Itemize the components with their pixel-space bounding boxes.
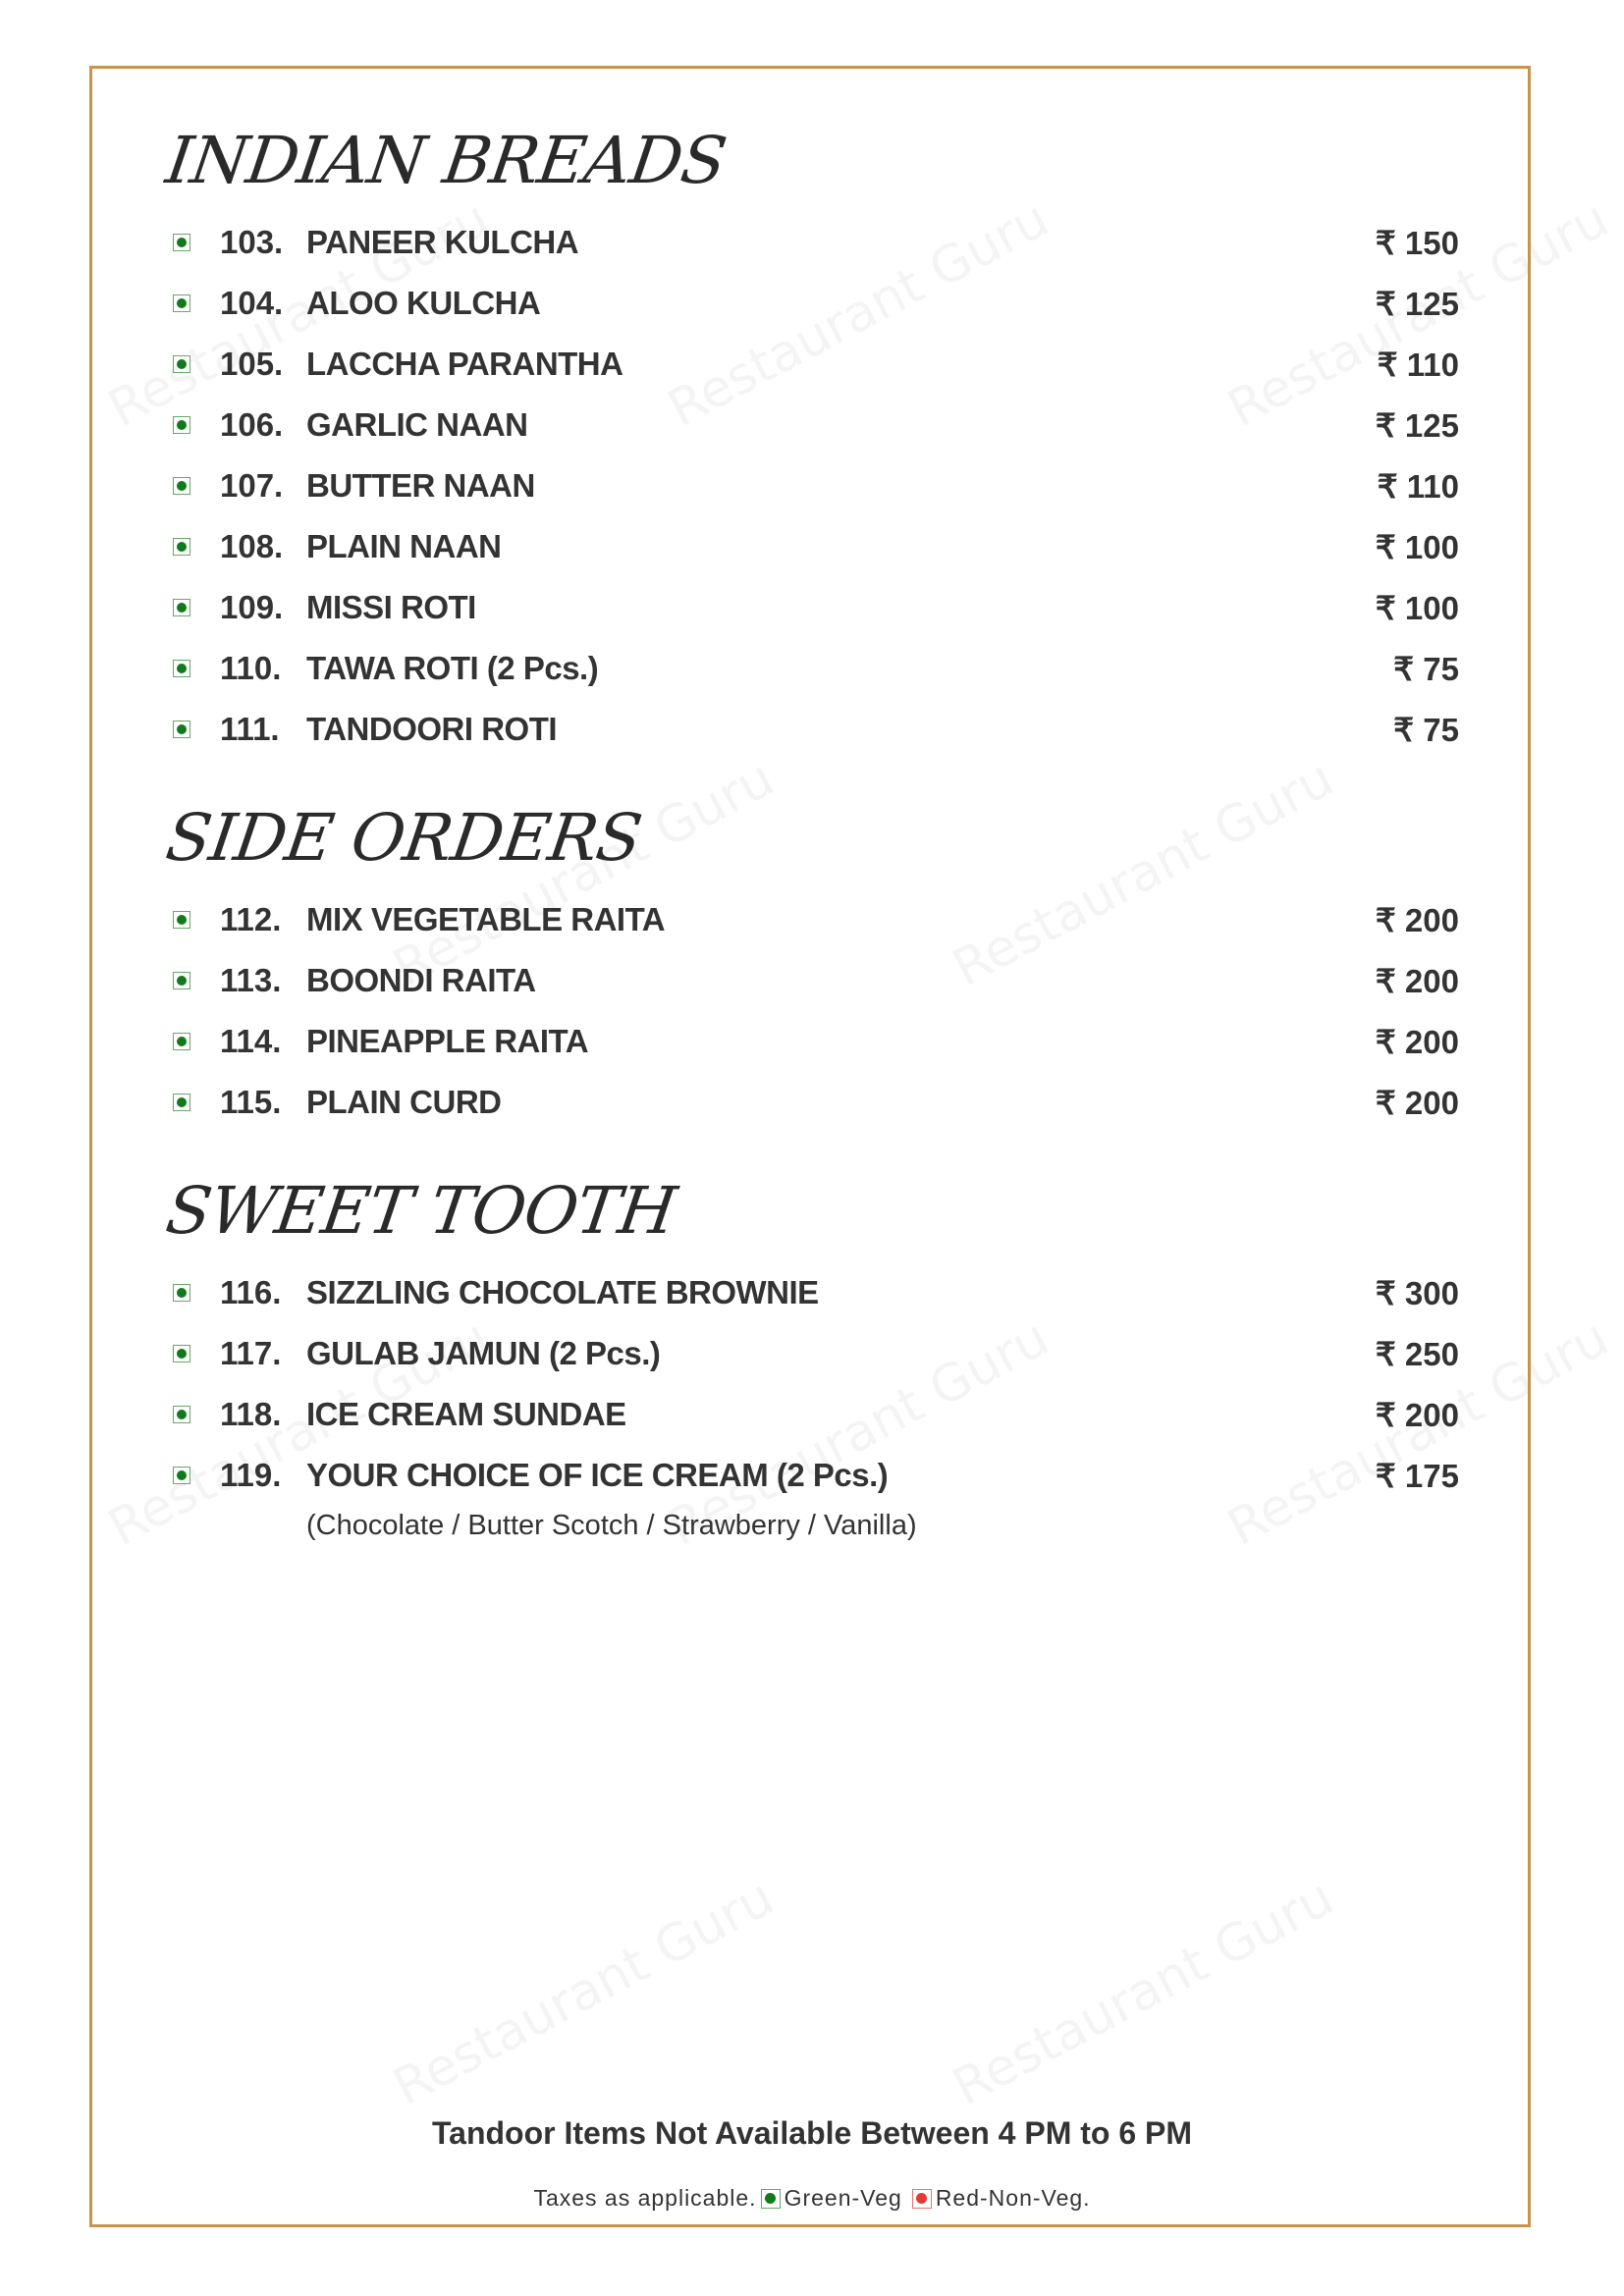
item-number: 115.: [220, 1084, 282, 1120]
item-price: ₹ 75: [1393, 650, 1459, 687]
item-number: 113.: [220, 962, 282, 998]
item-name: GARLIC NAAN: [306, 406, 528, 443]
item-price: ₹ 100: [1375, 589, 1459, 626]
veg-icon: [173, 355, 190, 373]
taxes-text: Taxes as applicable.: [533, 2185, 757, 2211]
item-name: MISSI ROTI: [306, 589, 476, 625]
nonveg-legend-label: Red-Non-Veg.: [935, 2185, 1091, 2211]
item-name: PINEAPPLE RAITA: [306, 1023, 589, 1059]
item-price: ₹ 125: [1375, 406, 1459, 444]
veg-icon: [173, 911, 190, 929]
item-number: 119.: [220, 1457, 282, 1493]
item-price: ₹ 200: [1375, 901, 1459, 938]
item-name: MIX VEGETABLE RAITA: [306, 901, 666, 937]
item-name: TANDOORI ROTI: [306, 711, 558, 747]
item-number: 112.: [220, 901, 282, 937]
item-name: TAWA ROTI (2 Pcs.): [306, 650, 599, 686]
veg-icon: [173, 1406, 190, 1423]
item-name: GULAB JAMUN (2 Pcs.): [306, 1335, 661, 1371]
item-number: 105.: [220, 346, 284, 382]
item-price: ₹ 110: [1377, 467, 1459, 505]
item-name: BUTTER NAAN: [306, 467, 535, 504]
menu-item: [173, 1451, 1459, 1500]
tandoor-availability-notice: Tandoor Items Not Available Between 4 PM to 6 PM: [431, 2115, 1193, 2151]
item-price: ₹ 200: [1375, 1023, 1459, 1060]
item-price: ₹ 250: [1375, 1335, 1459, 1372]
menu-item: [173, 956, 1459, 1005]
item-name: ALOO KULCHA: [306, 285, 541, 321]
item-name: BOONDI RAITA: [306, 962, 536, 998]
item-number: 111.: [220, 711, 280, 747]
menu-item: [173, 583, 1459, 632]
veg-icon: [173, 1467, 190, 1484]
item-number: 116.: [220, 1274, 282, 1310]
item-price: ₹ 150: [1375, 224, 1459, 261]
section-title-side-orders: SIDE ORDERS: [161, 800, 646, 876]
item-name: ICE CREAM SUNDAE: [306, 1396, 626, 1432]
item-name: PLAIN NAAN: [306, 528, 502, 564]
item-number: 110.: [220, 650, 282, 686]
menu-item: [173, 895, 1459, 944]
veg-icon: [173, 1094, 190, 1111]
veg-icon: [173, 660, 190, 677]
item-number: 117.: [220, 1335, 282, 1371]
item-number: 106.: [220, 406, 284, 443]
menu-item: [173, 522, 1459, 571]
item-price: ₹ 175: [1375, 1457, 1459, 1494]
menu-item: [173, 1329, 1459, 1378]
menu-item: [173, 1078, 1459, 1127]
menu-page-border: [89, 66, 1531, 2227]
veg-legend-label: Green-Veg: [784, 2185, 902, 2211]
menu-item: [173, 218, 1459, 267]
item-price: ₹ 200: [1375, 1084, 1459, 1121]
veg-icon: [173, 972, 190, 989]
item-price: ₹ 300: [1375, 1274, 1459, 1311]
veg-icon: [173, 538, 190, 556]
item-number: 104.: [220, 285, 284, 321]
item-name: YOUR CHOICE OF ICE CREAM (2 Pcs.): [306, 1457, 889, 1493]
menu-item: [173, 340, 1459, 389]
veg-icon: [173, 294, 190, 312]
menu-item: [173, 400, 1459, 450]
veg-icon: [173, 477, 190, 495]
section-title-sweet-tooth: SWEET TOOTH: [161, 1173, 680, 1249]
item-name: PANEER KULCHA: [306, 224, 579, 260]
section-title-indian-breads: INDIAN BREADS: [161, 123, 731, 198]
item-number: 108.: [220, 528, 284, 564]
veg-legend-icon: [761, 2189, 781, 2209]
nonveg-legend-icon: [912, 2189, 932, 2209]
veg-icon: [173, 599, 190, 616]
menu-item: [173, 1268, 1459, 1317]
menu-item: [173, 705, 1459, 754]
item-price: ₹ 200: [1375, 962, 1459, 999]
item-name: PLAIN CURD: [306, 1084, 502, 1120]
veg-icon: [173, 416, 190, 434]
item-sub-note: (Chocolate / Butter Scotch / Strawberry / Vanilla): [306, 1510, 917, 1541]
item-number: 114.: [220, 1023, 282, 1059]
menu-item: [173, 279, 1459, 328]
menu-item: [173, 1017, 1459, 1066]
item-price: ₹ 100: [1375, 528, 1459, 565]
veg-icon: [173, 721, 190, 738]
veg-icon: [173, 1284, 190, 1302]
taxes-legend: [0, 2185, 1624, 2212]
menu-item: [173, 644, 1459, 693]
item-number: 118.: [220, 1396, 282, 1432]
item-number: 107.: [220, 467, 284, 504]
veg-icon: [173, 1033, 190, 1050]
item-name: LACCHA PARANTHA: [306, 346, 623, 382]
menu-item: [173, 1390, 1459, 1439]
menu-item: [173, 461, 1459, 510]
veg-icon: [173, 234, 190, 251]
item-number: 109.: [220, 589, 284, 625]
veg-icon: [173, 1345, 190, 1362]
item-price: ₹ 110: [1377, 346, 1459, 383]
item-price: ₹ 125: [1375, 285, 1459, 322]
item-name: SIZZLING CHOCOLATE BROWNIE: [306, 1274, 819, 1310]
item-number: 103.: [220, 224, 284, 260]
item-price: ₹ 75: [1393, 711, 1459, 748]
item-price: ₹ 200: [1375, 1396, 1459, 1433]
